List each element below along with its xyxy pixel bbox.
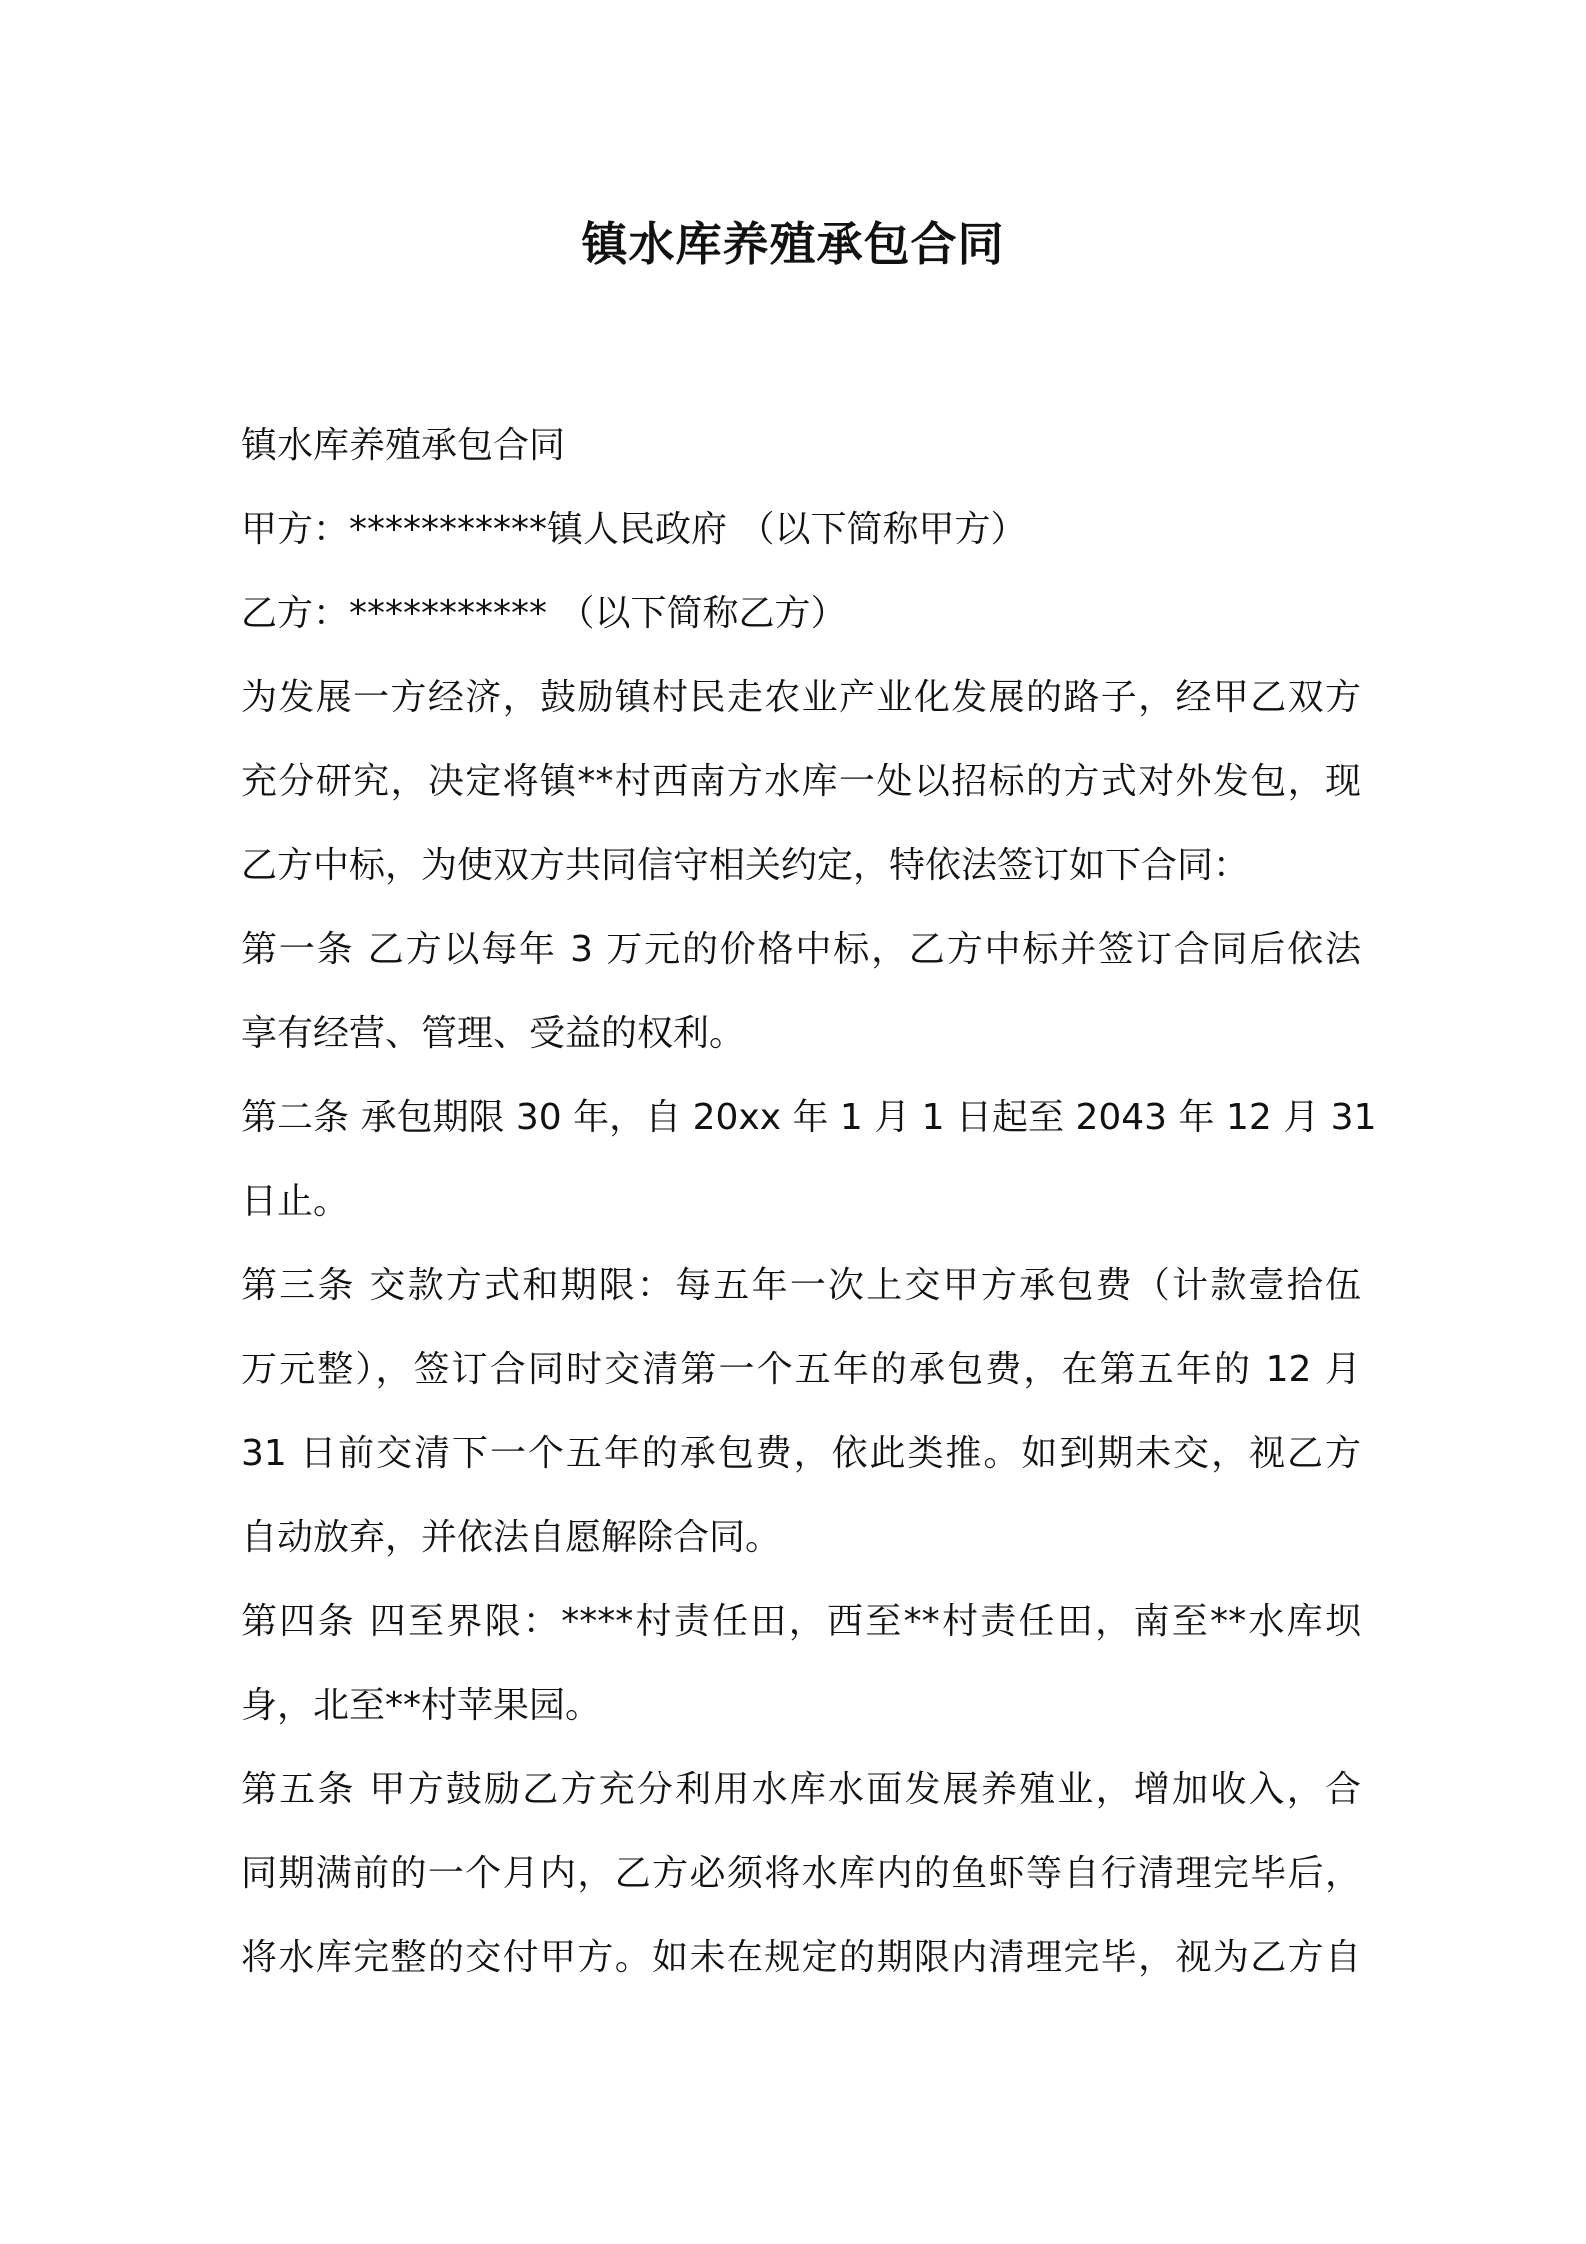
text-line: 乙方中标，为使双方共同信守相关约定，特依法签订如下合同：	[241, 845, 1250, 886]
text-line: 乙方：*********** （以下简称乙方）	[241, 593, 847, 634]
text-line: 将水库完整的交付甲方。如未在规定的期限内清理完毕，视为乙方自	[241, 1937, 1361, 1978]
text-line: 镇水库养殖承包合同	[241, 425, 566, 466]
document-title: 镇水库养殖承包合同	[581, 217, 1005, 271]
text-line: 享有经营、管理、受益的权利。	[241, 1013, 746, 1054]
text-line: 充分研究，决定将镇**村西南方水库一处以招标的方式对外发包，现	[241, 761, 1361, 802]
party-a-line	[241, 488, 1361, 572]
document-body	[241, 404, 1377, 2000]
document-subtitle	[241, 404, 1361, 488]
text-line: 万元整），签订合同时交清第一个五年的承包费，在第五年的 12 月	[241, 1349, 1361, 1390]
preamble-paragraph	[241, 656, 1361, 908]
text-line: 第一条 乙方以每年 3 万元的价格中标，乙方中标并签订合同后依法	[241, 929, 1361, 970]
article-1	[241, 908, 1361, 1076]
text-line: 为发展一方经济，鼓励镇村民走农业产业化发展的路子，经甲乙双方	[241, 677, 1361, 718]
text-line: 第四条 四至界限：****村责任田，西至**村责任田，南至**水库坝	[241, 1601, 1361, 1642]
article-3	[241, 1244, 1361, 1580]
text-line: 甲方：***********镇人民政府 （以下简称甲方）	[241, 509, 1027, 550]
text-line: 身，北至**村苹果园。	[241, 1685, 602, 1726]
text-line: 第五条 甲方鼓励乙方充分利用水库水面发展养殖业，增加收入，合	[241, 1769, 1361, 1810]
party-b-line	[241, 572, 1361, 656]
article-4	[241, 1580, 1361, 1748]
article-2	[241, 1076, 1377, 1244]
text-line: 日止。	[241, 1181, 350, 1222]
text-line: 第二条 承包期限 30 年，自 20xx 年 1 月 1 日起至 2043 年 12 月 31	[241, 1097, 1377, 1138]
text-line: 31 日前交清下一个五年的承包费，依此类推。如到期未交，视乙方	[241, 1433, 1361, 1474]
text-line: 同期满前的一个月内，乙方必须将水库内的鱼虾等自行清理完毕后，	[241, 1853, 1361, 1894]
article-5	[241, 1748, 1361, 2000]
text-line: 第三条 交款方式和期限：每五年一次上交甲方承包费（计款壹拾伍	[241, 1265, 1361, 1306]
text-line: 自动放弃，并依法自愿解除合同。	[241, 1517, 782, 1558]
